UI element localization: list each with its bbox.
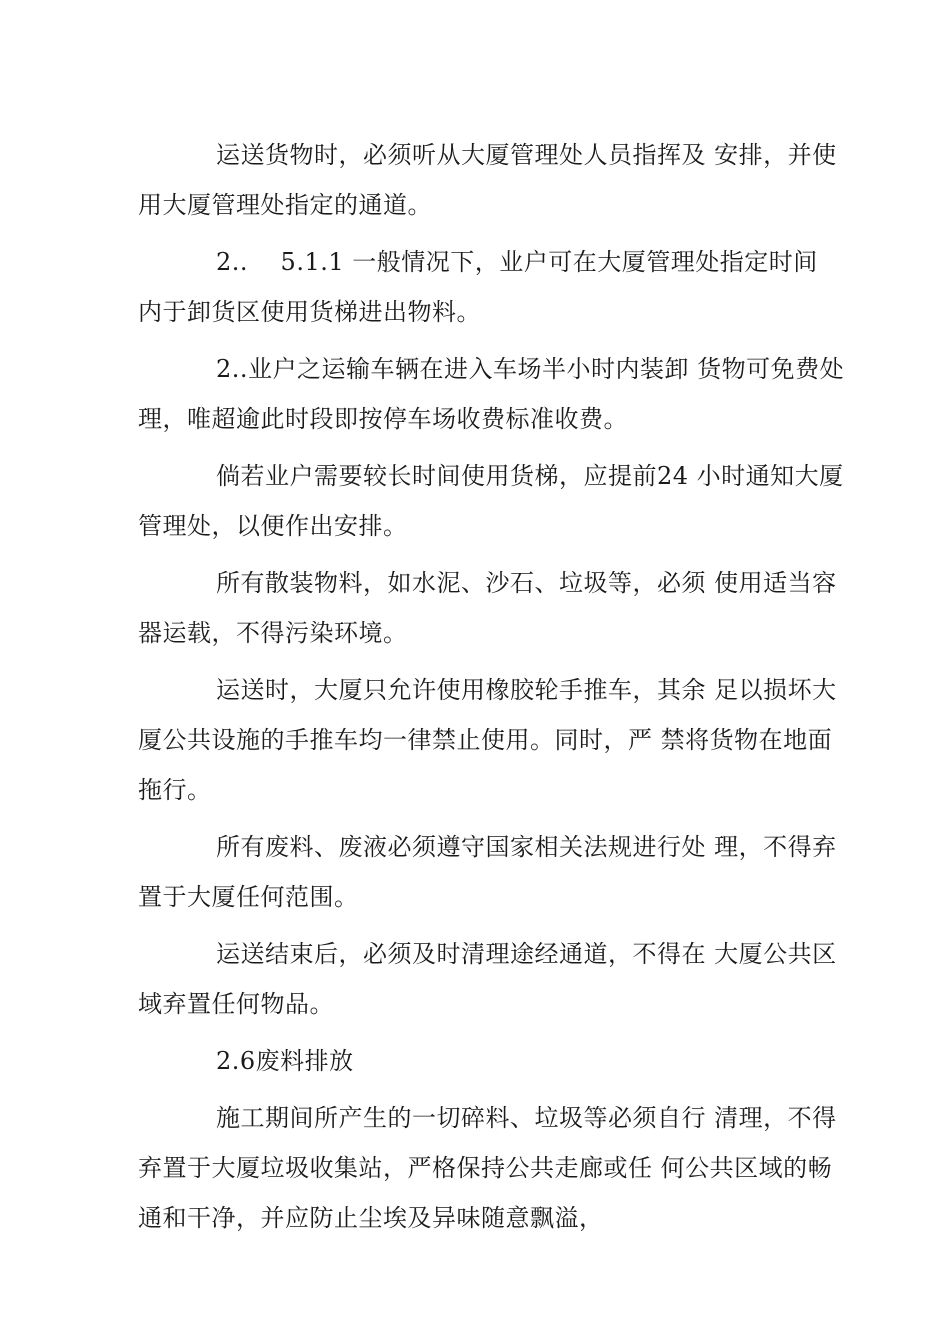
paragraph-goods-transport-instructions (138, 130, 837, 230)
paragraph-handcart-rules (138, 665, 837, 815)
paragraph-line: 拖行。 (138, 776, 212, 804)
paragraph-bulk-materials (138, 558, 837, 658)
paragraph-line: 所有散装物料，如水泥、沙石、垃圾等，必须 使用适当容 (216, 569, 837, 597)
paragraph-line: 2..业户之运输车辆在进入车场半小时内装卸 货物可免费处 (216, 355, 845, 383)
paragraph-loading-area-usage (138, 237, 828, 337)
paragraph-post-transport-cleanup (138, 929, 837, 1029)
document-body (138, 130, 845, 1250)
paragraph-line: 运送货物时，必须听从大厦管理处人员指挥及 安排，并使 (216, 141, 837, 169)
section-heading-text: 2.6废料排放 (216, 1047, 354, 1075)
paragraph-line: 运送时，大厦只允许使用橡胶轮手推车，其余 足以损坏大 (216, 676, 837, 704)
paragraph-line: 运送结束后，必须及时清理途经通道，不得在 大厦公共区 (216, 940, 837, 968)
paragraph-line: 厦公共设施的手推车均一律禁止使用。同时，严 禁将货物在地面 (138, 726, 833, 754)
paragraph-construction-debris (138, 1093, 837, 1243)
section-heading-waste-discharge (138, 1036, 828, 1086)
paragraph-line: 施工期间所产生的一切碎料、垃圾等必须自行 清理，不得 (216, 1104, 837, 1132)
paragraph-freight-elevator-notice (138, 451, 844, 551)
paragraph-line: 理，唯超逾此时段即按停车场收费标准收费。 (138, 405, 628, 433)
paragraph-line: 所有废料、废液必须遵守国家相关法规进行处 理，不得弃 (216, 833, 837, 861)
paragraph-vehicle-parking-fee (138, 344, 845, 444)
paragraph-waste-liquid-disposal (138, 822, 837, 922)
paragraph-line: 置于大厦任何范围。 (138, 883, 359, 911)
paragraph-line: 通和干净，并应防止尘埃及异味随意飘溢， (138, 1204, 604, 1232)
paragraph-line: 2.. 5.1.1 一般情况下，业户可在大厦管理处指定时间 (216, 248, 818, 276)
paragraph-line: 弃置于大厦垃圾收集站，严格保持公共走廊或任 何公共区域的畅 (138, 1154, 833, 1182)
paragraph-line: 倘若业户需要较长时间使用货梯，应提前24 小时通知大厦 (216, 462, 844, 490)
paragraph-line: 域弃置任何物品。 (138, 990, 334, 1018)
paragraph-line: 用大厦管理处指定的通道。 (138, 191, 432, 219)
paragraph-line: 管理处，以便作出安排。 (138, 512, 408, 540)
paragraph-line: 内于卸货区使用货梯进出物料。 (138, 298, 481, 326)
paragraph-line: 器运载，不得污染环境。 (138, 619, 408, 647)
